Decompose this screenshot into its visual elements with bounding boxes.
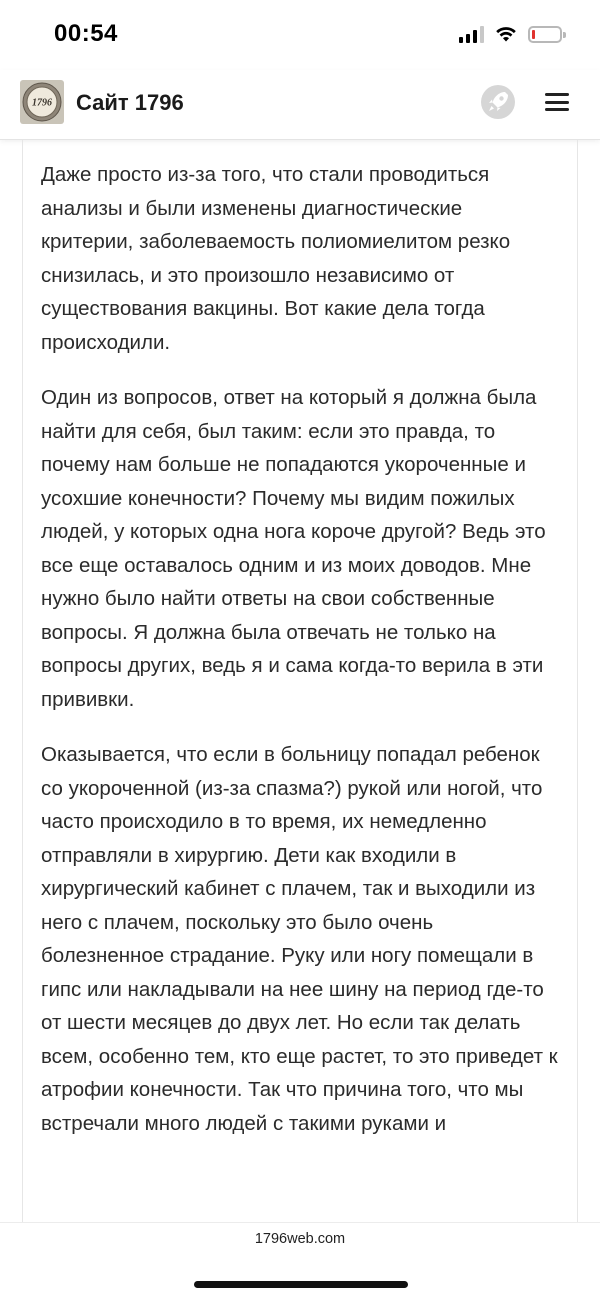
status-icons [459,22,562,46]
rocket-icon[interactable] [480,84,516,120]
url-text[interactable]: 1796web.com [254,1231,346,1247]
battery-level [532,30,535,39]
browser-url-bar[interactable] [0,1222,600,1297]
article-paragraph: Даже просто из-за того, что стали проводиться анализы и были изменены диагностические критерии, заболеваемость полиомиелитом резко снизилась, и это произошло независимо от существования вакцины. Вот какие дела тогда происходили. [41,163,511,354]
wifi-icon [494,25,518,43]
status-bar [0,0,600,70]
status-time: 00:54 [54,20,118,47]
site-logo[interactable] [20,80,64,124]
logo-text: 1796 [32,97,52,109]
site-header [0,70,600,140]
article-paragraph: Один из вопросов, ответ на который я должна была найти для себя, был таким: если это правда, то почему нам больше не попадаются укороченные и усохшие конечности? Почему мы видим пожилых людей, у которых одна нога короче другой? Ведь это все еще оставалось одним и из моих доводов. Мне нужно было найти ответы на свои собственные вопросы. Я должна была отвечать не только на вопросы других, ведь я и сама когда-то верила в эти прививки. [41,386,546,711]
article-content [22,140,578,1222]
home-indicator[interactable] [194,1281,408,1288]
site-title[interactable]: Сайт 1796 [76,90,184,115]
hamburger-menu-icon[interactable] [543,90,571,114]
cellular-signal-icon [459,25,484,43]
battery-icon [528,26,562,43]
article-paragraph: Оказывается, что если в больницу попадал ребенок со укороченной (из-за спазма?) рукой или ногой, что часто происходило в то время, их немедленно отправляли в хирургию. Дети как входили в хирургический кабинет с плачем, так и выходили из него с плачем, поскольку это было очень болезненное страдание. Руку или ногу помещали в гипс или накладывали на нее шину на период где-то от шести месяцев до двух лет. Но если так делать всем, особенно тем, кто еще растет, то это приведет к атрофии конечности. Так что причина того, что мы встречали много людей с такими руками и [41,743,558,1135]
